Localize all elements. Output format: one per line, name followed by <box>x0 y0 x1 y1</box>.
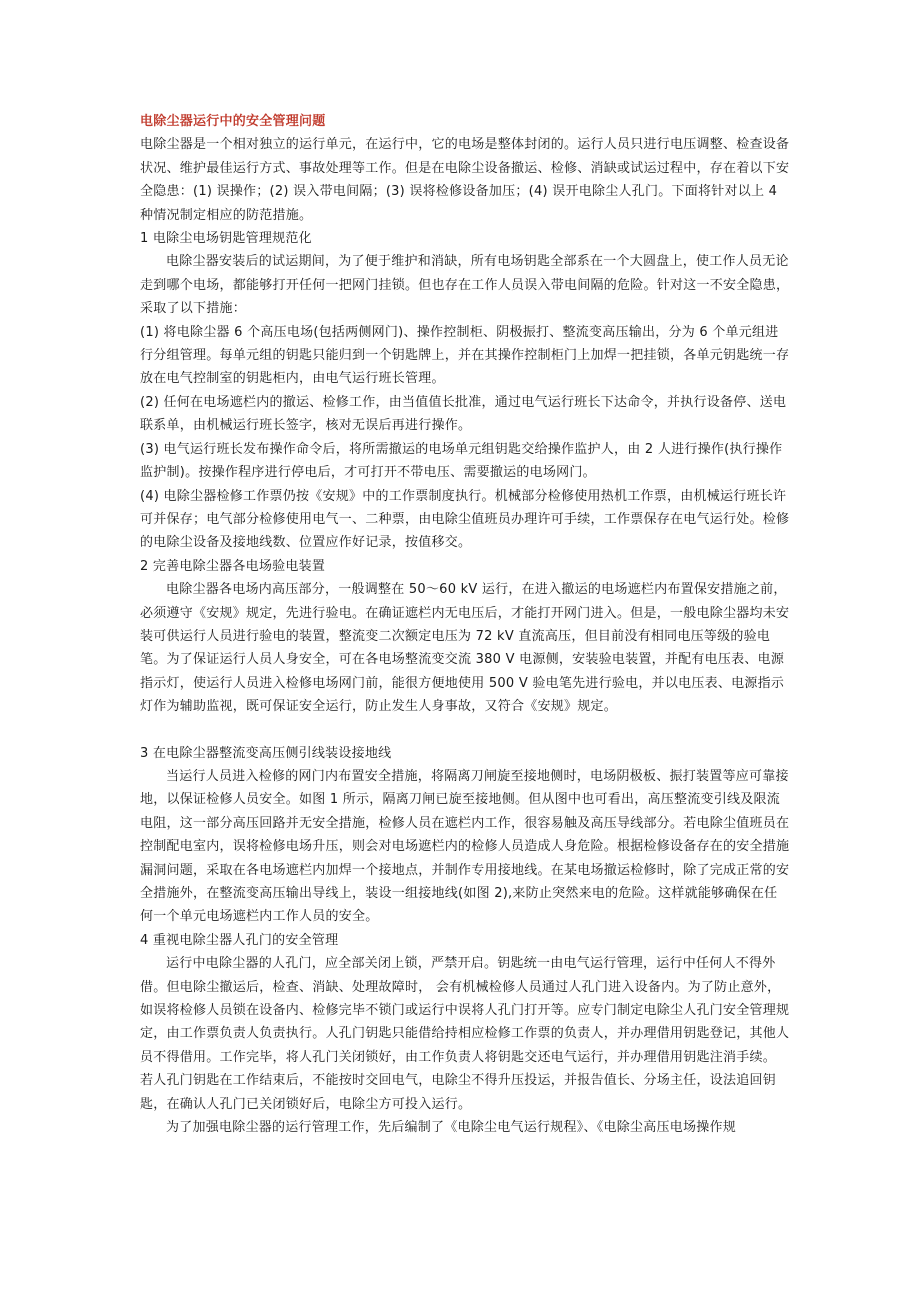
section-1-item-3: (3) 电气运行班长发布操作命令后，将所需撤运的电场单元组钥匙交给操作监护人，由 2 人进行操作(执行操作监护制)。按操作程序进行停电后，才可打开不带电压、需要撤运的电场网门。 <box>140 441 783 481</box>
section-4-paragraph: 运行中电除尘器的人孔门，应全部关闭上锁，严禁开启。钥匙统一由电气运行管理，运行中任何人不得外借。但电除尘撤运后，检查、消缺、处理故障时， 会有机械检修人员通过人孔门进入设备内。为了防止意外，如误将检修人员锁在设备内、检修完毕不锁门或运行中误将人孔门打开等。应专门制定电除尘人孔门安全管理规定，由工作票负责人负责执行。人孔门钥匙只能借给持相应检修工作票的负责人，并办理借用钥匙登记，其他人员不得借用。工作完毕，将人孔门关闭锁好，由工作负责人将钥匙交还电气运行，并办理借用钥匙注消手续。 若人孔门钥匙在工作结束后，不能按时交回电气，电除尘不得升压投运，并报告值长、分场主任，设法追回钥匙，在确认人孔门已关闭锁好后，电除尘方可投入运行。 <box>140 956 790 1112</box>
section-1-item-2: (2) 任何在电场遮栏内的撤运、检修工作，由当值值长批准，通过电气运行班长下达命令，并执行设备停、送电联系单，由机械运行班长签字，核对无误后再进行操作。 <box>140 394 787 434</box>
section-1-heading: 1 电除尘电场钥匙管理规范化 <box>140 231 312 247</box>
section-4-heading: 4 重视电除尘器人孔门的安全管理 <box>140 932 339 948</box>
section-1-item-4: (4) 电除尘器检修工作票仍按《安规》中的工作票制度执行。机械部分检修使用热机工作票，由机械运行班长许可并保存；电气部分检修使用电气一、二种票，由电除尘值班员办理许可手续，工作票保存在电气运行处。检修的电除尘设备及接地线数、位置应作好记录，按值移交。 <box>140 488 790 551</box>
document-title: 电除尘器运行中的安全管理问题 <box>140 114 326 129</box>
intro-paragraph: 电除尘器是一个相对独立的运行单元，在运行中，它的电场是整体封闭的。运行人员只进行电压调整、检查设备状况、维护最佳运行方式、事故处理等工作。但是在电除尘设备撤运、检修、消缺或试运过程中，存在着以下安全隐患：(1) 误操作；(2) 误入带电间隔；(3) 误将检修设备加压；(4) 误开电除尘人孔门。下面将针对以上 4 种情况制定相应的防范措施。 <box>140 137 790 223</box>
section-3-paragraph: 当运行人员进入检修的网门内布置安全措施，将隔离刀闸旋至接地侧时，电场阴极板、振打装置等应可靠接地，以保证检修人员安全。如图 1 所示，隔离刀闸已旋至接地侧。但从图中也可看出，高压整流变引线及限流电阻，这一部分高压回路并无安全措施，检修人员在遮栏内工作，很容易触及高压导线部分。若电除尘值班员在控制配电室内，误将检修电场升压，则会对电场遮栏内的检修人员造成人身危险。根据检修设备存在的安全措施漏洞问题，采取在各电场遮栏内加焊一个接地点，并制作专用接地线。在某电场撤运检修时，除了完成正常的安全措施外，在整流变高压输出导线上，装设一组接地线(如图 2),来防止突然来电的危险。这样就能够确保在任何一个单元电场遮栏内工作人员的安全。 <box>140 768 790 925</box>
section-1-paragraph: 电除尘器安装后的试运期间，为了便于维护和消缺，所有电场钥匙全部系在一个大圆盘上，使工作人员无论走到哪个电场，都能够打开任何一把网门挂锁。但也存在工作人员误入带电间隔的危险。针对这一不安全隐患，采取了以下措施： <box>140 254 790 317</box>
section-3-heading: 3 在电除尘器整流变高压侧引线装设接地线 <box>140 745 392 761</box>
document-body <box>140 110 790 1139</box>
section-2-heading: 2 完善电除尘器各电场验电装置 <box>140 558 326 574</box>
closing-paragraph: 为了加强电除尘器的运行管理工作，先后编制了《电除尘电气运行规程》、《电除尘高压电场操作规 <box>166 1120 737 1136</box>
section-spacer <box>140 719 790 742</box>
section-1-item-1: (1) 将电除尘器 6 个高压电场(包括两侧网门)、操作控制柜、阴极振打、整流变高压输出，分为 6 个单元组进行分组管理。每单元组的钥匙只能归到一个钥匙牌上，并在其操作控制柜门上加焊一把挂锁，各单元钥匙统一存放在电气控制室的钥匙柜内，由电气运行班长管理。 <box>140 324 790 387</box>
section-2-paragraph: 电除尘器各电场内高压部分，一般调整在 50～60 kV 运行，在进入撤运的电场遮栏内布置保安措施之前，必须遵守《安规》规定，先进行验电。在确证遮栏内无电压后，才能打开网门进入。但是，一般电除尘器均未安装可供运行人员进行验电的装置，整流变二次额定电压为 72 kV 直流高压，但目前没有相同电压等级的验电笔。为了保证运行人员人身安全，可在各电场整流变交流 380 V 电源侧，安装验电装置，并配有电压表、电源指示灯，使运行人员进入检修电场网门前，能很方便地使用 500 V 验电笔先进行验电，并以电压表、电源指示灯作为辅助监视，既可保证安全运行，防止发生人身事故，又符合《安规》规定。 <box>140 582 790 715</box>
